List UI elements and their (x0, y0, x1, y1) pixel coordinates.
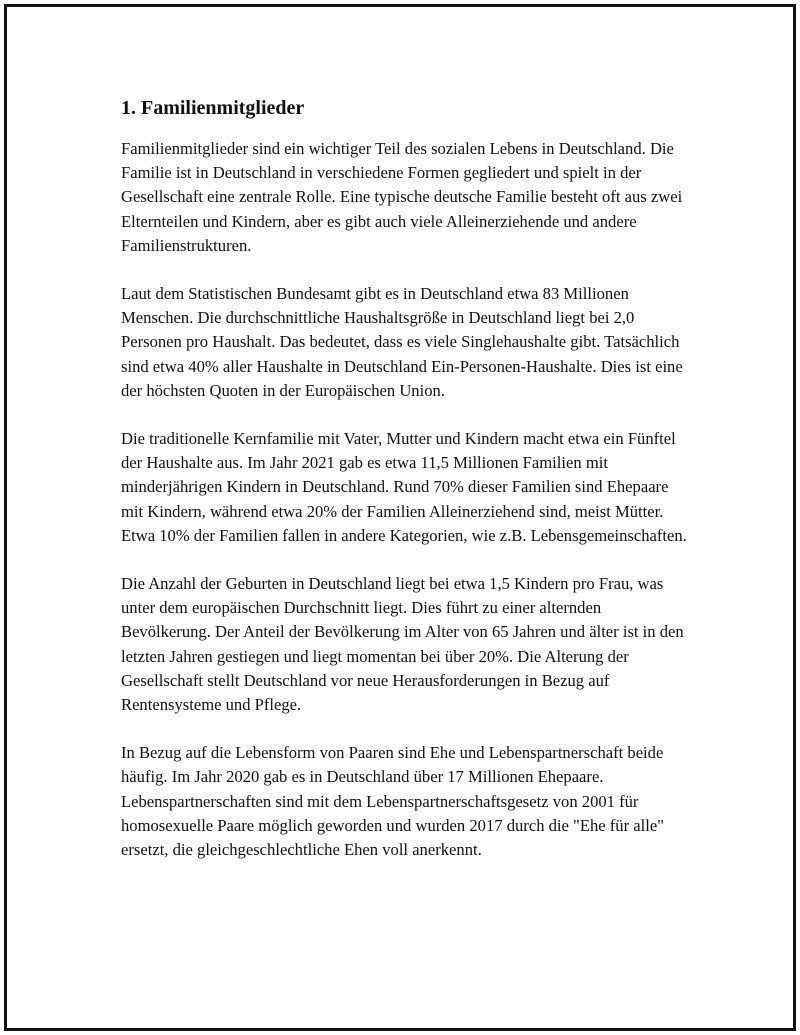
paragraph-households: Laut dem Statistischen Bundesamt gibt es in Deutschland etwa 83 Millionen Menschen. Die durchschnittliche Haushaltsgröße in Deutschland liegt bei 2,0 Personen pro Haushalt. Das bedeutet, dass es viele Singlehaushalte gibt. Tatsächlich sind etwa 40% aller Haushalte in Deutschland Ein-Personen-Haushalte. Dies ist eine der höchsten Quoten in der Europäischen Union. (121, 284, 683, 400)
paragraph-partnerships: In Bezug auf die Lebensform von Paaren sind Ehe und Lebenspartnerschaft beide häufig. Im Jahr 2020 gab es in Deutschland über 17 Millionen Ehepaare. Lebenspartnerschaften sind mit dem Lebenspartnerschaftsgesetz von 2001 für homosexuelle Paare möglich geworden und wurden 2017 durch die "Ehe für alle" ersetzt, die gleichgeschlechtliche Ehen voll anerkennt. (121, 743, 664, 860)
paragraph-births: Die Anzahl der Geburten in Deutschland liegt bei etwa 1,5 Kindern pro Frau, was unter dem europäischen Durchschnitt liegt. Dies führt zu einer alternden Bevölkerung. Der Anteil der Bevölkerung im Alter von 65 Jahren und älter ist in den letzten Jahren gestiegen und liegt momentan bei über 20%. Die Alterung der Gesellschaft stellt Deutschland vor neue Herausforderungen in Bezug auf Rentensysteme und Pflege. (121, 574, 684, 715)
section-heading: 1. Familienmitglieder (121, 97, 305, 119)
paragraph-nuclear-family: Die traditionelle Kernfamilie mit Vater, Mutter und Kindern macht etwa ein Fünftel der Haushalte aus. Im Jahr 2021 gab es etwa 11,5 Millionen Familien mit minderjährigen Kindern in Deutschland. Rund 70% dieser Familien sind Ehepaare mit Kindern, während etwa 20% der Familien Alleinerziehend sind, meist Mütter. Etwa 10% der Familien fallen in andere Kategorien, wie z.B. Lebensgemeinschaften. (121, 429, 687, 545)
document-page (4, 4, 796, 1031)
paragraph-intro: Familienmitglieder sind ein wichtiger Teil des sozialen Lebens in Deutschland. Die Familie ist in Deutschland in verschiedene Formen gegliedert und spielt in der Gesellschaft eine zentrale Rolle. Eine typische deutsche Familie besteht oft aus zwei Elternteilen und Kindern, aber es gibt auch viele Alleinerziehende und andere Familienstrukturen. (121, 139, 683, 255)
document-content (121, 95, 693, 886)
